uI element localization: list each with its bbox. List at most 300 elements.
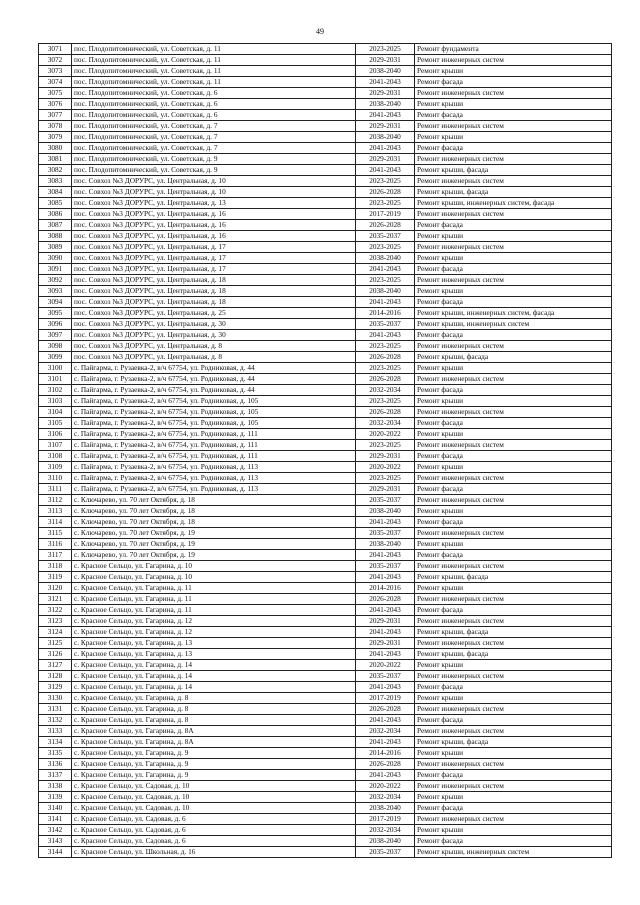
work-type-cell: Ремонт фасада bbox=[415, 770, 612, 781]
work-type-cell: Ремонт крыши, инженерных систем, фасада bbox=[415, 198, 612, 209]
work-type-cell: Ремонт крыши, инженерных систем bbox=[415, 319, 612, 330]
table-row bbox=[39, 473, 612, 484]
row-number-cell: 3086 bbox=[39, 209, 72, 220]
work-type-cell: Ремонт фасада bbox=[415, 484, 612, 495]
address-cell: с. Красное Сельцо, ул. Гагарина, д. 13 bbox=[72, 649, 356, 660]
address-cell: пос. Плодопитомнический, ул. Советская, д. 6 bbox=[72, 99, 356, 110]
row-number-cell: 3106 bbox=[39, 429, 72, 440]
row-number-cell: 3144 bbox=[39, 847, 72, 858]
row-number-cell: 3125 bbox=[39, 638, 72, 649]
period-cell: 2038-2040 bbox=[356, 803, 415, 814]
work-type-cell: Ремонт инженерных систем bbox=[415, 781, 612, 792]
work-type-cell: Ремонт фасада bbox=[415, 264, 612, 275]
period-cell: 2035-2037 bbox=[356, 671, 415, 682]
period-cell: 2026-2028 bbox=[356, 759, 415, 770]
period-cell: 2041-2043 bbox=[356, 770, 415, 781]
address-cell: пос. Совхоз №3 ДОРУРС, ул. Центральная, д. 18 bbox=[72, 297, 356, 308]
work-type-cell: Ремонт фасада bbox=[415, 836, 612, 847]
address-cell: пос. Плодопитомнический, ул. Советская, д. 7 bbox=[72, 121, 356, 132]
period-cell: 2038-2040 bbox=[356, 132, 415, 143]
row-number-cell: 3132 bbox=[39, 715, 72, 726]
work-type-cell: Ремонт инженерных систем bbox=[415, 121, 612, 132]
address-cell: с. Красное Сельцо, ул. Садовая, д. 10 bbox=[72, 781, 356, 792]
table-row bbox=[39, 55, 612, 66]
period-cell: 2029-2031 bbox=[356, 484, 415, 495]
work-type-cell: Ремонт инженерных систем bbox=[415, 88, 612, 99]
address-cell: пос. Плодопитомнический, ул. Советская, д. 6 bbox=[72, 88, 356, 99]
row-number-cell: 3116 bbox=[39, 539, 72, 550]
row-number-cell: 3135 bbox=[39, 748, 72, 759]
period-cell: 2029-2031 bbox=[356, 616, 415, 627]
row-number-cell: 3099 bbox=[39, 352, 72, 363]
table-row bbox=[39, 583, 612, 594]
address-cell: пос. Совхоз №3 ДОРУРС, ул. Центральная, д. 13 bbox=[72, 198, 356, 209]
row-number-cell: 3073 bbox=[39, 66, 72, 77]
table-row bbox=[39, 682, 612, 693]
address-cell: с. Красное Сельцо, ул. Гагарина, д. 11 bbox=[72, 583, 356, 594]
table-row bbox=[39, 187, 612, 198]
work-type-cell: Ремонт фундамента bbox=[415, 44, 612, 55]
address-cell: пос. Совхоз №3 ДОРУРС, ул. Центральная, д. 8 bbox=[72, 341, 356, 352]
work-type-cell: Ремонт инженерных систем bbox=[415, 495, 612, 506]
table-row bbox=[39, 429, 612, 440]
table-row bbox=[39, 77, 612, 88]
period-cell: 2038-2040 bbox=[356, 99, 415, 110]
period-cell: 2020-2022 bbox=[356, 781, 415, 792]
row-number-cell: 3115 bbox=[39, 528, 72, 539]
work-type-cell: Ремонт инженерных систем bbox=[415, 616, 612, 627]
row-number-cell: 3080 bbox=[39, 143, 72, 154]
table-row bbox=[39, 66, 612, 77]
table-row bbox=[39, 726, 612, 737]
row-number-cell: 3074 bbox=[39, 77, 72, 88]
work-type-cell: Ремонт крыши bbox=[415, 693, 612, 704]
row-number-cell: 3117 bbox=[39, 550, 72, 561]
address-cell: с. Красное Сельцо, ул. Гагарина, д. 13 bbox=[72, 638, 356, 649]
row-number-cell: 3113 bbox=[39, 506, 72, 517]
row-number-cell: 3107 bbox=[39, 440, 72, 451]
period-cell: 2041-2043 bbox=[356, 143, 415, 154]
row-number-cell: 3110 bbox=[39, 473, 72, 484]
table-row bbox=[39, 539, 612, 550]
row-number-cell: 3136 bbox=[39, 759, 72, 770]
table-row bbox=[39, 451, 612, 462]
address-cell: с. Ключарево, ул. 70 лет Октября, д. 18 bbox=[72, 517, 356, 528]
table-row bbox=[39, 396, 612, 407]
work-type-cell: Ремонт крыши, фасада bbox=[415, 737, 612, 748]
address-cell: с. Красное Сельцо, ул. Гагарина, д. 8А bbox=[72, 737, 356, 748]
period-cell: 2029-2031 bbox=[356, 638, 415, 649]
table-row bbox=[39, 572, 612, 583]
address-cell: с. Красное Сельцо, ул. Гагарина, д. 9 bbox=[72, 759, 356, 770]
table-row bbox=[39, 748, 612, 759]
period-cell: 2041-2043 bbox=[356, 297, 415, 308]
period-cell: 2023-2025 bbox=[356, 242, 415, 253]
table-row bbox=[39, 781, 612, 792]
row-number-cell: 3103 bbox=[39, 396, 72, 407]
table-row bbox=[39, 418, 612, 429]
period-cell: 2026-2028 bbox=[356, 352, 415, 363]
period-cell: 2041-2043 bbox=[356, 550, 415, 561]
work-type-cell: Ремонт крыши, фасада bbox=[415, 572, 612, 583]
period-cell: 2026-2028 bbox=[356, 594, 415, 605]
row-number-cell: 3104 bbox=[39, 407, 72, 418]
period-cell: 2041-2043 bbox=[356, 165, 415, 176]
address-cell: с. Красное Сельцо, ул. Гагарина, д. 8 bbox=[72, 693, 356, 704]
address-cell: пос. Плодопитомнический, ул. Советская, д. 7 bbox=[72, 132, 356, 143]
row-number-cell: 3137 bbox=[39, 770, 72, 781]
address-cell: с. Пайгарма, г. Рузаевка-2, в/ч 67754, ул. Родниковая, д. 44 bbox=[72, 363, 356, 374]
row-number-cell: 3133 bbox=[39, 726, 72, 737]
address-cell: пос. Плодопитомнический, ул. Советская, д. 7 bbox=[72, 143, 356, 154]
table-row bbox=[39, 506, 612, 517]
row-number-cell: 3089 bbox=[39, 242, 72, 253]
row-number-cell: 3076 bbox=[39, 99, 72, 110]
address-cell: с. Пайгарма, г. Рузаевка-2, в/ч 67754, ул. Родниковая, д. 44 bbox=[72, 374, 356, 385]
row-number-cell: 3131 bbox=[39, 704, 72, 715]
period-cell: 2041-2043 bbox=[356, 572, 415, 583]
table-row bbox=[39, 594, 612, 605]
work-type-cell: Ремонт инженерных систем bbox=[415, 407, 612, 418]
row-number-cell: 3102 bbox=[39, 385, 72, 396]
table-row bbox=[39, 770, 612, 781]
address-cell: пос. Совхоз №3 ДОРУРС, ул. Центральная, д. 17 bbox=[72, 264, 356, 275]
address-cell: с. Красное Сельцо, ул. Гагарина, д. 10 bbox=[72, 561, 356, 572]
work-type-cell: Ремонт инженерных систем bbox=[415, 242, 612, 253]
work-type-cell: Ремонт фасада bbox=[415, 605, 612, 616]
period-cell: 2041-2043 bbox=[356, 77, 415, 88]
table-row bbox=[39, 528, 612, 539]
address-cell: пос. Плодопитомнический, ул. Советская, д. 11 bbox=[72, 66, 356, 77]
table-row bbox=[39, 297, 612, 308]
table-row bbox=[39, 550, 612, 561]
address-cell: пос. Совхоз №3 ДОРУРС, ул. Центральная, д. 18 bbox=[72, 286, 356, 297]
address-cell: пос. Плодопитомнический, ул. Советская, д. 6 bbox=[72, 110, 356, 121]
period-cell: 2029-2031 bbox=[356, 55, 415, 66]
address-cell: с. Красное Сельцо, ул. Гагарина, д. 11 bbox=[72, 594, 356, 605]
table-row bbox=[39, 110, 612, 121]
row-number-cell: 3123 bbox=[39, 616, 72, 627]
address-cell: пос. Плодопитомнический, ул. Советская, д. 11 bbox=[72, 55, 356, 66]
row-number-cell: 3083 bbox=[39, 176, 72, 187]
address-cell: пос. Совхоз №3 ДОРУРС, ул. Центральная, д. 16 bbox=[72, 220, 356, 231]
table-row bbox=[39, 825, 612, 836]
address-cell: с. Пайгарма, г. Рузаевка-2, в/ч 67754, ул. Родниковая, д. 111 bbox=[72, 451, 356, 462]
address-cell: с. Красное Сельцо, ул. Гагарина, д. 9 bbox=[72, 748, 356, 759]
period-cell: 2038-2040 bbox=[356, 66, 415, 77]
period-cell: 2017-2019 bbox=[356, 693, 415, 704]
work-type-cell: Ремонт крыши bbox=[415, 539, 612, 550]
table-row bbox=[39, 121, 612, 132]
row-number-cell: 3120 bbox=[39, 583, 72, 594]
period-cell: 2023-2025 bbox=[356, 275, 415, 286]
table-row bbox=[39, 198, 612, 209]
address-cell: с. Красное Сельцо, ул. Садовая, д. 6 bbox=[72, 836, 356, 847]
period-cell: 2032-2034 bbox=[356, 726, 415, 737]
row-number-cell: 3109 bbox=[39, 462, 72, 473]
address-cell: с. Красное Сельцо, ул. Школьная, д. 16 bbox=[72, 847, 356, 858]
period-cell: 2041-2043 bbox=[356, 264, 415, 275]
work-type-cell: Ремонт фасада bbox=[415, 517, 612, 528]
address-cell: с. Пайгарма, г. Рузаевка-2, в/ч 67754, ул. Родниковая, д. 113 bbox=[72, 473, 356, 484]
work-type-cell: Ремонт крыши bbox=[415, 286, 612, 297]
address-cell: с. Пайгарма, г. Рузаевка-2, в/ч 67754, ул. Родниковая, д. 111 bbox=[72, 440, 356, 451]
work-type-cell: Ремонт инженерных систем bbox=[415, 704, 612, 715]
address-cell: с. Пайгарма, г. Рузаевка-2, в/ч 67754, ул. Родниковая, д. 105 bbox=[72, 396, 356, 407]
work-type-cell: Ремонт фасада bbox=[415, 143, 612, 154]
work-type-cell: Ремонт крыши bbox=[415, 363, 612, 374]
table-row bbox=[39, 814, 612, 825]
work-type-cell: Ремонт крыши bbox=[415, 748, 612, 759]
work-type-cell: Ремонт фасада bbox=[415, 418, 612, 429]
row-number-cell: 3084 bbox=[39, 187, 72, 198]
period-cell: 2035-2037 bbox=[356, 495, 415, 506]
work-type-cell: Ремонт инженерных систем bbox=[415, 275, 612, 286]
address-cell: пос. Плодопитомнический, ул. Советская, д. 9 bbox=[72, 154, 356, 165]
period-cell: 2035-2037 bbox=[356, 231, 415, 242]
row-number-cell: 3121 bbox=[39, 594, 72, 605]
table-row bbox=[39, 308, 612, 319]
period-cell: 2023-2025 bbox=[356, 396, 415, 407]
work-type-cell: Ремонт крыши bbox=[415, 825, 612, 836]
work-type-cell: Ремонт крыши, фасада bbox=[415, 649, 612, 660]
work-type-cell: Ремонт инженерных систем bbox=[415, 561, 612, 572]
work-type-cell: Ремонт фасада bbox=[415, 803, 612, 814]
address-cell: пос. Совхоз №3 ДОРУРС, ул. Центральная, д. 25 bbox=[72, 308, 356, 319]
address-cell: с. Красное Сельцо, ул. Гагарина, д. 8А bbox=[72, 726, 356, 737]
row-number-cell: 3088 bbox=[39, 231, 72, 242]
period-cell: 2014-2016 bbox=[356, 308, 415, 319]
period-cell: 2041-2043 bbox=[356, 110, 415, 121]
table-row bbox=[39, 242, 612, 253]
table-row bbox=[39, 143, 612, 154]
table-row bbox=[39, 660, 612, 671]
repair-schedule-table bbox=[38, 43, 612, 858]
work-type-cell: Ремонт фасада bbox=[415, 385, 612, 396]
row-number-cell: 3126 bbox=[39, 649, 72, 660]
table-row bbox=[39, 176, 612, 187]
address-cell: с. Красное Сельцо, ул. Гагарина, д. 9 bbox=[72, 770, 356, 781]
row-number-cell: 3111 bbox=[39, 484, 72, 495]
work-type-cell: Ремонт крыши, фасада bbox=[415, 165, 612, 176]
row-number-cell: 3119 bbox=[39, 572, 72, 583]
period-cell: 2026-2028 bbox=[356, 374, 415, 385]
work-type-cell: Ремонт крыши bbox=[415, 253, 612, 264]
table-row bbox=[39, 737, 612, 748]
table-row bbox=[39, 330, 612, 341]
table-row bbox=[39, 385, 612, 396]
row-number-cell: 3072 bbox=[39, 55, 72, 66]
row-number-cell: 3105 bbox=[39, 418, 72, 429]
work-type-cell: Ремонт инженерных систем bbox=[415, 759, 612, 770]
table-row bbox=[39, 605, 612, 616]
period-cell: 2035-2037 bbox=[356, 847, 415, 858]
period-cell: 2014-2016 bbox=[356, 748, 415, 759]
period-cell: 2014-2016 bbox=[356, 583, 415, 594]
address-cell: с. Пайгарма, г. Рузаевка-2, в/ч 67754, ул. Родниковая, д. 105 bbox=[72, 407, 356, 418]
work-type-cell: Ремонт крыши, фасада bbox=[415, 627, 612, 638]
address-cell: с. Пайгарма, г. Рузаевка-2, в/ч 67754, ул. Родниковая, д. 111 bbox=[72, 429, 356, 440]
table-row bbox=[39, 363, 612, 374]
address-cell: с. Пайгарма, г. Рузаевка-2, в/ч 67754, ул. Родниковая, д. 44 bbox=[72, 385, 356, 396]
row-number-cell: 3077 bbox=[39, 110, 72, 121]
period-cell: 2041-2043 bbox=[356, 737, 415, 748]
table-row bbox=[39, 44, 612, 55]
work-type-cell: Ремонт инженерных систем bbox=[415, 473, 612, 484]
address-cell: с. Красное Сельцо, ул. Садовая, д. 10 bbox=[72, 792, 356, 803]
work-type-cell: Ремонт фасада bbox=[415, 330, 612, 341]
table-row bbox=[39, 165, 612, 176]
table-row bbox=[39, 803, 612, 814]
table-row bbox=[39, 154, 612, 165]
period-cell: 2026-2028 bbox=[356, 220, 415, 231]
work-type-cell: Ремонт крыши bbox=[415, 792, 612, 803]
address-cell: пос. Плодопитомнический, ул. Советская, д. 11 bbox=[72, 77, 356, 88]
period-cell: 2032-2034 bbox=[356, 385, 415, 396]
row-number-cell: 3138 bbox=[39, 781, 72, 792]
address-cell: с. Красное Сельцо, ул. Гагарина, д. 12 bbox=[72, 627, 356, 638]
work-type-cell: Ремонт фасада bbox=[415, 682, 612, 693]
table-row bbox=[39, 715, 612, 726]
table-row bbox=[39, 88, 612, 99]
row-number-cell: 3078 bbox=[39, 121, 72, 132]
row-number-cell: 3130 bbox=[39, 693, 72, 704]
row-number-cell: 3097 bbox=[39, 330, 72, 341]
period-cell: 2041-2043 bbox=[356, 682, 415, 693]
address-cell: пос. Совхоз №3 ДОРУРС, ул. Центральная, д. 10 bbox=[72, 187, 356, 198]
work-type-cell: Ремонт крыши bbox=[415, 462, 612, 473]
row-number-cell: 3141 bbox=[39, 814, 72, 825]
work-type-cell: Ремонт фасада bbox=[415, 550, 612, 561]
address-cell: с. Красное Сельцо, ул. Гагарина, д. 14 bbox=[72, 682, 356, 693]
row-number-cell: 3092 bbox=[39, 275, 72, 286]
row-number-cell: 3081 bbox=[39, 154, 72, 165]
table-row bbox=[39, 407, 612, 418]
row-number-cell: 3091 bbox=[39, 264, 72, 275]
table-row bbox=[39, 484, 612, 495]
period-cell: 2032-2034 bbox=[356, 825, 415, 836]
address-cell: с. Пайгарма, г. Рузаевка-2, в/ч 67754, ул. Родниковая, д. 105 bbox=[72, 418, 356, 429]
work-type-cell: Ремонт крыши bbox=[415, 396, 612, 407]
work-type-cell: Ремонт инженерных систем bbox=[415, 638, 612, 649]
period-cell: 2029-2031 bbox=[356, 88, 415, 99]
period-cell: 2041-2043 bbox=[356, 605, 415, 616]
period-cell: 2038-2040 bbox=[356, 506, 415, 517]
period-cell: 2029-2031 bbox=[356, 121, 415, 132]
table-row bbox=[39, 671, 612, 682]
row-number-cell: 3140 bbox=[39, 803, 72, 814]
table-row bbox=[39, 836, 612, 847]
work-type-cell: Ремонт инженерных систем bbox=[415, 209, 612, 220]
period-cell: 2023-2025 bbox=[356, 198, 415, 209]
address-cell: с. Красное Сельцо, ул. Садовая, д. 6 bbox=[72, 825, 356, 836]
period-cell: 2041-2043 bbox=[356, 649, 415, 660]
row-number-cell: 3079 bbox=[39, 132, 72, 143]
period-cell: 2017-2019 bbox=[356, 814, 415, 825]
table-row bbox=[39, 517, 612, 528]
row-number-cell: 3096 bbox=[39, 319, 72, 330]
period-cell: 2026-2028 bbox=[356, 704, 415, 715]
work-type-cell: Ремонт крыши bbox=[415, 66, 612, 77]
period-cell: 2032-2034 bbox=[356, 792, 415, 803]
table-row bbox=[39, 286, 612, 297]
work-type-cell: Ремонт фасада bbox=[415, 297, 612, 308]
row-number-cell: 3142 bbox=[39, 825, 72, 836]
period-cell: 2026-2028 bbox=[356, 187, 415, 198]
row-number-cell: 3108 bbox=[39, 451, 72, 462]
table-row bbox=[39, 704, 612, 715]
table-row bbox=[39, 759, 612, 770]
table-row bbox=[39, 495, 612, 506]
period-cell: 2038-2040 bbox=[356, 836, 415, 847]
row-number-cell: 3114 bbox=[39, 517, 72, 528]
row-number-cell: 3122 bbox=[39, 605, 72, 616]
row-number-cell: 3139 bbox=[39, 792, 72, 803]
work-type-cell: Ремонт инженерных систем bbox=[415, 814, 612, 825]
work-type-cell: Ремонт крыши bbox=[415, 583, 612, 594]
address-cell: с. Красное Сельцо, ул. Садовая, д. 10 bbox=[72, 803, 356, 814]
work-type-cell: Ремонт инженерных систем bbox=[415, 528, 612, 539]
table-row bbox=[39, 616, 612, 627]
address-cell: с. Красное Сельцо, ул. Садовая, д. 6 bbox=[72, 814, 356, 825]
row-number-cell: 3128 bbox=[39, 671, 72, 682]
address-cell: пос. Совхоз №3 ДОРУРС, ул. Центральная, д. 17 bbox=[72, 253, 356, 264]
table-row bbox=[39, 275, 612, 286]
row-number-cell: 3134 bbox=[39, 737, 72, 748]
period-cell: 2035-2037 bbox=[356, 528, 415, 539]
work-type-cell: Ремонт крыши, инженерных систем bbox=[415, 847, 612, 858]
work-type-cell: Ремонт крыши bbox=[415, 99, 612, 110]
period-cell: 2020-2022 bbox=[356, 660, 415, 671]
row-number-cell: 3085 bbox=[39, 198, 72, 209]
table-row bbox=[39, 231, 612, 242]
address-cell: с. Ключарево, ул. 70 лет Октября, д. 18 bbox=[72, 495, 356, 506]
work-type-cell: Ремонт фасада bbox=[415, 220, 612, 231]
period-cell: 2023-2025 bbox=[356, 363, 415, 374]
work-type-cell: Ремонт инженерных систем bbox=[415, 154, 612, 165]
address-cell: с. Ключарево, ул. 70 лет Октября, д. 19 bbox=[72, 550, 356, 561]
address-cell: с. Красное Сельцо, ул. Гагарина, д. 14 bbox=[72, 671, 356, 682]
period-cell: 2041-2043 bbox=[356, 715, 415, 726]
period-cell: 2035-2037 bbox=[356, 319, 415, 330]
period-cell: 2035-2037 bbox=[356, 561, 415, 572]
row-number-cell: 3098 bbox=[39, 341, 72, 352]
table-row bbox=[39, 99, 612, 110]
row-number-cell: 3143 bbox=[39, 836, 72, 847]
period-cell: 2038-2040 bbox=[356, 253, 415, 264]
period-cell: 2041-2043 bbox=[356, 330, 415, 341]
address-cell: с. Красное Сельцо, ул. Гагарина, д. 8 bbox=[72, 704, 356, 715]
row-number-cell: 3071 bbox=[39, 44, 72, 55]
row-number-cell: 3118 bbox=[39, 561, 72, 572]
row-number-cell: 3087 bbox=[39, 220, 72, 231]
work-type-cell: Ремонт крыши bbox=[415, 506, 612, 517]
work-type-cell: Ремонт фасада bbox=[415, 110, 612, 121]
table-row bbox=[39, 374, 612, 385]
work-type-cell: Ремонт инженерных систем bbox=[415, 341, 612, 352]
address-cell: с. Пайгарма, г. Рузаевка-2, в/ч 67754, ул. Родниковая, д. 113 bbox=[72, 484, 356, 495]
period-cell: 2029-2031 bbox=[356, 154, 415, 165]
table-row bbox=[39, 693, 612, 704]
row-number-cell: 3093 bbox=[39, 286, 72, 297]
period-cell: 2020-2022 bbox=[356, 462, 415, 473]
address-cell: пос. Совхоз №3 ДОРУРС, ул. Центральная, д. 16 bbox=[72, 231, 356, 242]
work-type-cell: Ремонт крыши, инженерных систем, фасада bbox=[415, 308, 612, 319]
period-cell: 2017-2019 bbox=[356, 209, 415, 220]
address-cell: пос. Плодопитомнический, ул. Советская, д. 11 bbox=[72, 44, 356, 55]
period-cell: 2041-2043 bbox=[356, 517, 415, 528]
table-row bbox=[39, 462, 612, 473]
